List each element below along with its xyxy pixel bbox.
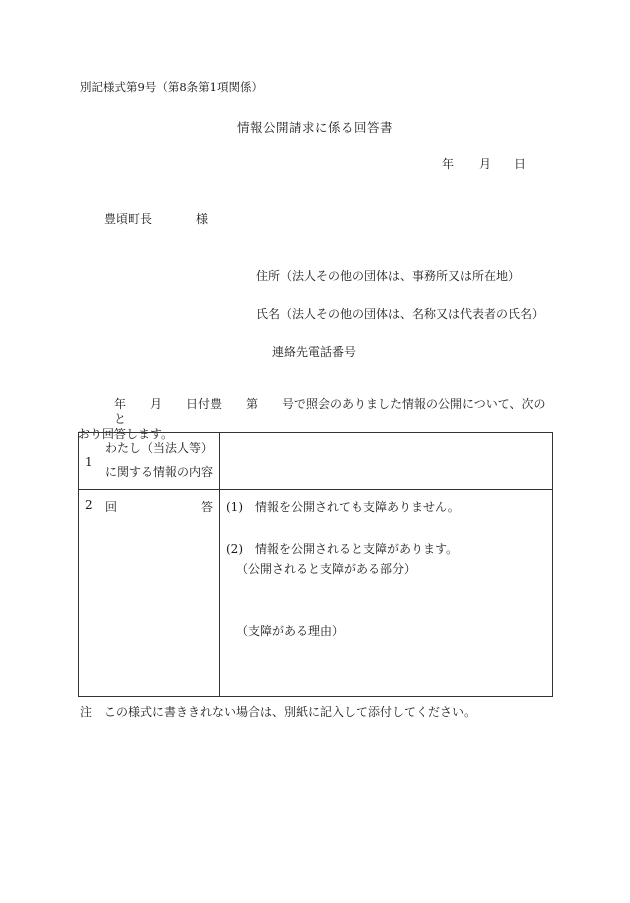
- answer-label-cell: [79, 490, 220, 697]
- answer-option-2: (2) 情報を公開されると支障があります。: [226, 542, 459, 556]
- document-title: 情報公開請求に係る回答書: [236, 120, 393, 135]
- addressee: [104, 210, 209, 227]
- answer-option-1: (1) 情報を公開されても支障ありません。: [226, 500, 460, 514]
- answer-table: [78, 432, 553, 697]
- address-label: 住所（法人その他の団体は、事務所又は所在地）: [256, 269, 521, 283]
- name-label: 氏名（法人その他の団体は、名称又は代表者の氏名）: [256, 307, 545, 321]
- reason-label: （支障がある理由）: [236, 624, 345, 638]
- date-day-label: 日: [514, 157, 527, 171]
- table-row: [79, 433, 553, 490]
- row-number: 1: [85, 455, 93, 469]
- affected-part-label: （公開されると支障がある部分）: [236, 562, 417, 576]
- info-content-label-line2: に関する情報の内容: [105, 465, 214, 479]
- row-number: 2: [85, 498, 93, 512]
- body-line-1: 年 月 日付豊 第 号で照会のありました情報の公開について、次のと: [114, 397, 546, 426]
- info-content-label-cell: [79, 433, 220, 490]
- info-content-label-line1: わたし（当法人等）: [105, 441, 214, 455]
- date-year-label: 年: [442, 157, 455, 171]
- answer-label-a: 回: [105, 500, 118, 514]
- addressee-name: 豊頃町長: [104, 212, 153, 226]
- form-identifier: 別記様式第9号（第8条第1項関係）: [80, 80, 263, 94]
- answer-label-b: 答: [201, 500, 214, 514]
- info-content-value-cell[interactable]: [220, 433, 553, 490]
- answer-value-cell: [220, 490, 553, 697]
- phone-label: 連絡先電話番号: [272, 345, 357, 359]
- body-line-2: おり回答します。: [78, 427, 174, 441]
- date-month-label: 月: [479, 157, 492, 171]
- addressee-honorific: 様: [196, 212, 209, 226]
- footnote: 注 この様式に書ききれない場合は、別紙に記入して添付してください。: [80, 705, 477, 719]
- table-row: [79, 490, 553, 697]
